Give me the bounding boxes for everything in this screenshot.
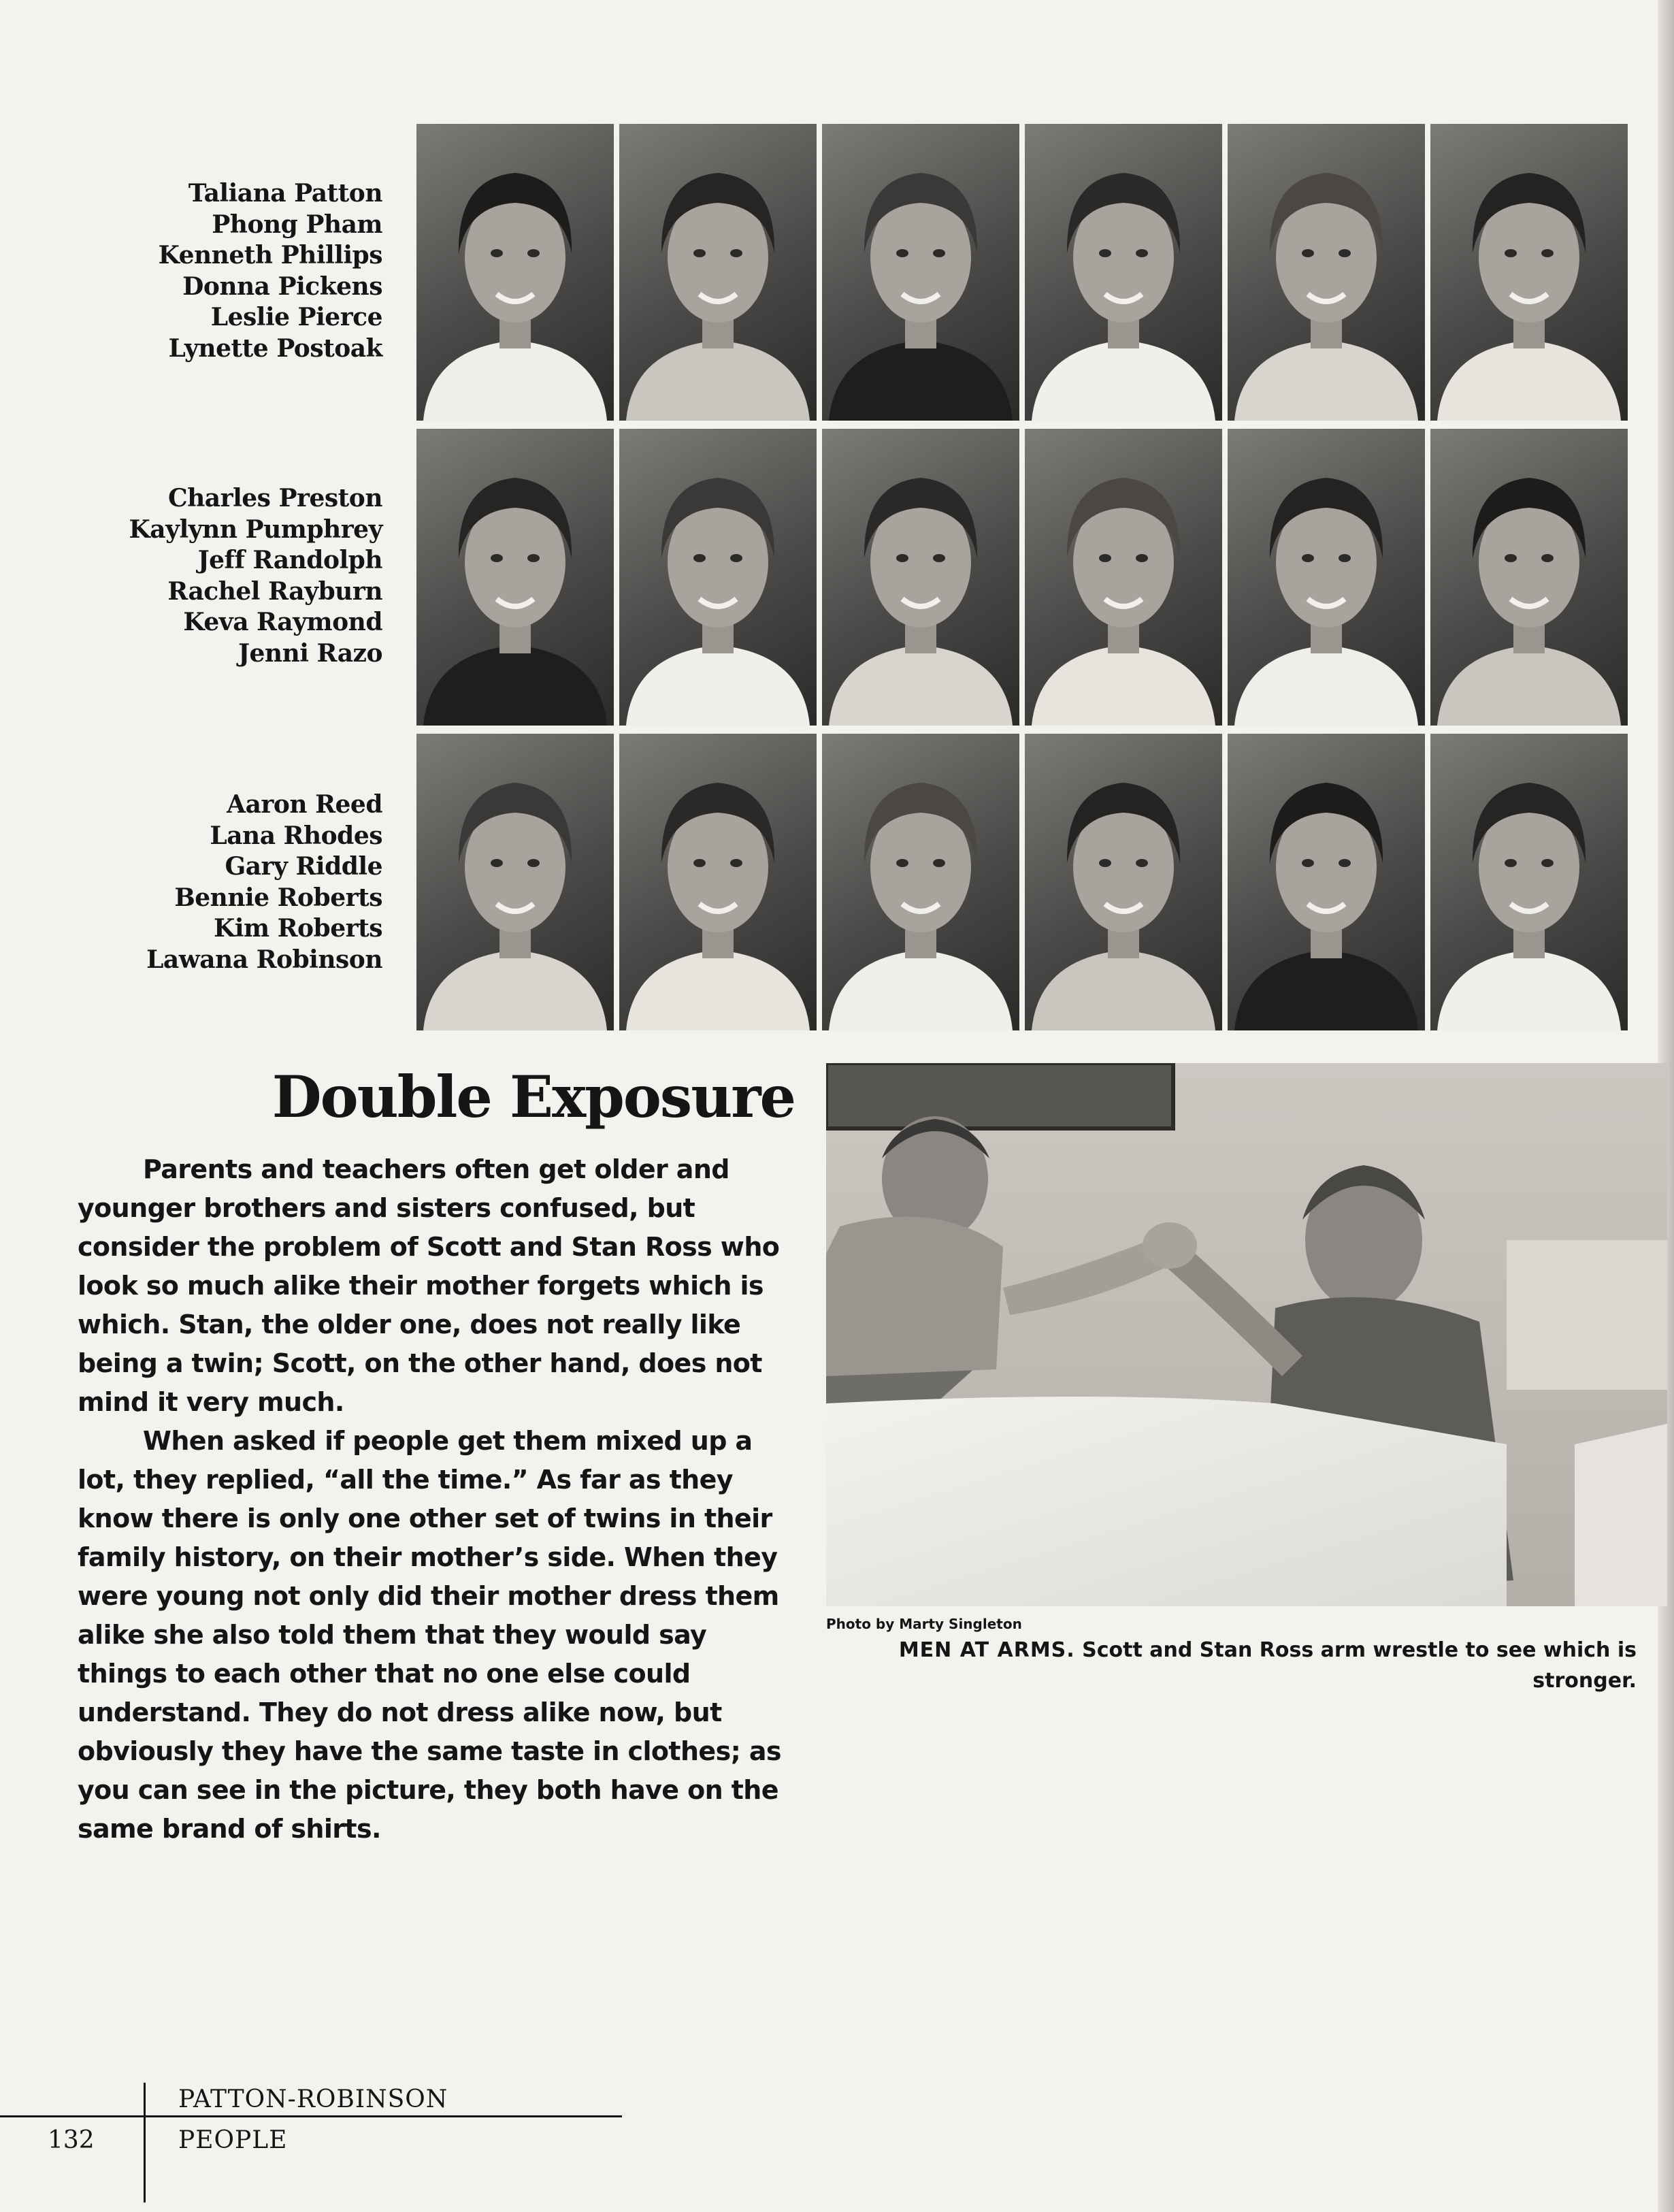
student-name: Leslie Pierce xyxy=(210,303,382,331)
student-name: Lawana Robinson xyxy=(146,945,382,974)
student-name: Keva Raymond xyxy=(183,608,382,636)
student-name: Lynette Postoak xyxy=(168,334,382,363)
student-name: Phong Pham xyxy=(212,210,382,239)
folio-section-title: PATTON-ROBINSON xyxy=(178,2085,448,2113)
student-name: Donna Pickens xyxy=(182,272,382,301)
student-portrait xyxy=(1025,124,1222,421)
student-name: Kim Roberts xyxy=(214,914,382,943)
student-portrait xyxy=(619,734,817,1030)
student-portrait xyxy=(1025,429,1222,726)
student-name: Kaylynn Pumphrey xyxy=(129,515,382,544)
page-number: 132 xyxy=(48,2126,95,2154)
student-portrait xyxy=(822,124,1019,421)
student-name: Kenneth Phillips xyxy=(158,241,382,270)
portrait-grid xyxy=(416,124,1629,1033)
student-name: Lana Rhodes xyxy=(210,821,382,850)
student-name: Rachel Rayburn xyxy=(167,576,382,606)
photo-caption xyxy=(851,1635,1637,1696)
name-list-row-1 xyxy=(68,178,382,364)
student-portrait xyxy=(1430,429,1628,726)
article-paragraph: Parents and teachers often get older and younger brothers and sisters confused, but consider the problem of Scott and Stan Ross who look so much alike their mother forgets which is which. Stan, the older one, does not really like being a twin; Scott, on the other hand, does not mind it very much. xyxy=(78,1154,780,1417)
student-name: Bennie Roberts xyxy=(174,883,382,912)
student-portrait xyxy=(416,734,614,1030)
student-portrait xyxy=(822,734,1019,1030)
student-portrait xyxy=(416,429,614,726)
folio-rule-horizontal xyxy=(0,2115,622,2117)
student-portrait xyxy=(1025,734,1222,1030)
student-portrait xyxy=(1430,734,1628,1030)
caption-text: Scott and Stan Ross arm wrestle to see which is stronger. xyxy=(1082,1638,1637,1693)
student-portrait xyxy=(1430,124,1628,421)
student-portrait xyxy=(822,429,1019,726)
photo-credit: Photo by Marty Singleton xyxy=(826,1616,1022,1632)
student-name: Charles Preston xyxy=(167,484,382,513)
folio-rule-vertical xyxy=(144,2083,146,2202)
caption-lead: MEN AT ARMS. xyxy=(898,1638,1075,1662)
name-list-row-2 xyxy=(68,483,382,669)
student-name: Jeff Randolph xyxy=(197,546,382,574)
student-name: Jenni Razo xyxy=(237,638,382,668)
student-portrait xyxy=(619,429,817,726)
article-paragraph: When asked if people get them mixed up a lot, they replied, “all the time.” As far as they know there is only one other set of twins in their family history, on their mother’s side. When they were young not only did their mother dress them alike she also told them that they would say things to each other that no one else could understand. They do not dress alike now, but obviously they have the same taste in clothes; as you can see in the picture, they both have on the same brand of shirts. xyxy=(78,1426,781,1844)
student-portrait xyxy=(619,124,817,421)
student-portrait xyxy=(416,124,614,421)
student-name: Taliana Patton xyxy=(188,179,382,208)
feature-photo-arm-wrestling xyxy=(826,1063,1667,1606)
student-portrait xyxy=(1228,429,1425,726)
student-portrait xyxy=(1228,124,1425,421)
student-portrait xyxy=(1228,734,1425,1030)
student-name: Aaron Reed xyxy=(227,790,382,819)
article-headline: Double Exposure xyxy=(272,1063,795,1131)
name-list-row-3 xyxy=(68,790,382,975)
folio-section-name: PEOPLE xyxy=(178,2126,288,2154)
article-body xyxy=(78,1150,792,1849)
student-name: Gary Riddle xyxy=(225,852,382,881)
